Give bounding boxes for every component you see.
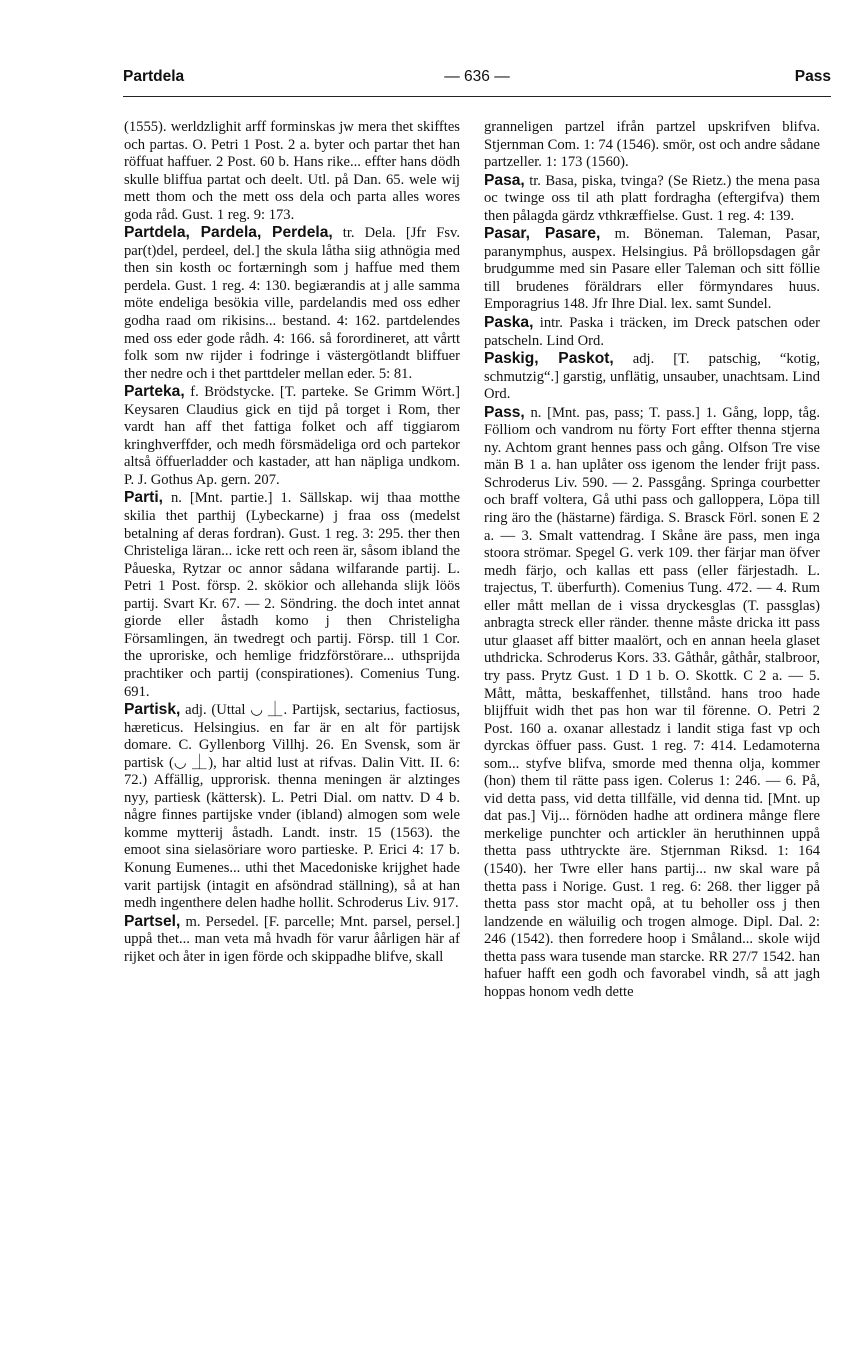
entry-paska <box>484 314 820 350</box>
headword: Parteka, <box>124 383 185 401</box>
left-column <box>124 119 460 966</box>
header-right-guideword: Pass <box>794 68 831 85</box>
headword: Pasar, Pasare, <box>484 225 601 243</box>
entry-text: m. Böneman. Taleman, Pasar, paranymphus, auspex. Helsingius. På bröllopsdagen går brudgumme med sin Pasare eller Taleman och sitt föllie till brudenes föräldrars eller förmyndares huus. Emporagrius 148. Jfr Ihre Dial. lex. samt Sundel. <box>484 226 820 313</box>
page-header <box>123 68 831 90</box>
entry-text: tr. Dela. [Jfr Fsv. par(t)del, perdeel, del.] the skula låtha siig athnögia med then sin kosth oc fortærningh som j haffue med them perdela. Gust. 1 reg. 4: 130. begiærandis at j alle samma möte endeliga besökia ville, pardelandis med oss edher godha raad om rikisins... bestand. 4: 162. partdelendes med oss eder gode rådh. 4: 166. så forordineret, att vårtt folk som nw rijder i fodringe i västergötlandt bliffuer ther nedre och i thet parttdeler mellan eder. 5: 81. <box>124 225 461 382</box>
headword: Pasa, <box>484 171 525 189</box>
entry-text: m. Persedel. [F. parcelle; Mnt. parsel, persel.] uppå thet... man veta må hvadh för varur åårligen här af rijket och åter in igen förde och skippadhe blifve, skall <box>124 913 460 965</box>
entry-text: n. [Mnt. partie.] 1. Sällskap. wij thaa motthe skilia thet parthij (Lybeckarne) j fraa oss (medelst betalning af deras fordran). Gust. 1 reg. 3: 295. ther then Christeliga läran... icke rett och reen är, såsom ibland the Påueska, Rytzar oc annor sådana wilfarande partij. L. Petri 1 Post. försp. 2. skökior och allehanda slijk löös partij. Svart Kr. 67. — 2. Söndring. the doch intet annat giorde eller åstadh komo j then Christeligha Församlingen, än twedregt och partij. Försp. till 1 Cor. the uproriske, och hemlige fridzförstörare... uthsprijda prachtiker och partij (conspirationes). Comenius Tung. 691. <box>124 490 460 700</box>
headword: Pass, <box>484 403 525 421</box>
entry-text: tr. Basa, piska, tvinga? (Se Rietz.) the mena pasa oc twinge oss til ath platt fordragha (eftergifva) them then pålagda gärdz vthkræffielse. Gust. 1 reg. 4: 139. <box>484 172 820 224</box>
entry-partdela <box>124 224 460 383</box>
entry-pass <box>484 404 820 1002</box>
entry-partisk <box>124 701 460 913</box>
entry-text: granneligen partzel ifrån partzel upskrifven blifva. Stjernman Com. 1: 74 (1546). smör, ost och andre sådane partzeller. 1: 173 (1560). <box>484 119 820 171</box>
headword: Paskig, Paskot, <box>484 350 614 368</box>
entry-continuation <box>124 119 460 224</box>
headword: Parti, <box>124 489 163 507</box>
entry-paskig <box>484 350 820 404</box>
headword: Partisk, <box>124 701 181 719</box>
headword: Partdela, Pardela, Perdela, <box>124 224 333 242</box>
entry-parti <box>124 489 460 701</box>
right-column <box>484 119 820 1001</box>
entry-continuation <box>484 119 820 172</box>
headword: Paska, <box>484 314 534 332</box>
headword: Partsel, <box>124 912 181 930</box>
entry-text: (1555). werldzlighit arff forminskas jw mera thet skifftes och partas. O. Petri 1 Post. 2 a. byter och partar thet han röffuat haffuer. 2 Post. 60 b. Hans rike... effter hans dödh skulle bliffua partat och deelt. Utl. på Dan. 65. wele wij mett thom och the mett oss dela och parta alles wores goda råd. Gust. 1 reg. 9: 173. <box>124 119 460 223</box>
header-left-guideword: Partdela <box>123 68 185 85</box>
entry-text: adj. (Uttal ◡ ⏊. Partijsk, sectarius, factiosus, hæreticus. Helsingius. en far är en alt för partijsk domare. C. Gyllenborg Villhj. 26. En Svensk, som är partisk (◡ ⏊), har altid lust at rifvas. Dalin Vitt. II. 6: 72.) Affällig, upprorisk. thenna meningen är alztinges nyy, partiesk (kättersk). L. Petri Dial. om nattv. D 4 b. någre finnes partijske vnder (ibland) almogen som wele komme mytterij åstadh. Landt. instr. 15 (1563). the emoot sina sielasöriare woro partieske. P. Erici 4: 17 b. Konung Eumenes... uthi thet Macedoniske krijghet hade varit partijsk (intagit en afsöndrad ställning), så at han medh ingenthere delen hadhe hollit. Schroderus Liv. 917. <box>124 702 460 912</box>
entry-parteka <box>124 383 460 489</box>
entry-text: n. [Mnt. pas, pass; T. pass.] 1. Gång, lopp, tåg. Fölliom och vandrom nu förty Fort effter thenna stjerna ny. Achtom grant hennes pass och gång. Olfson Tre vise män B 1 a. han uplåter oss igenom the lender frijt pass. Schroderus Liv. 590. — 2. Passgång. Springa courbetter och braff voltera, Gå uthi pass och galloppera, Löpa till ring äro the (hästarne) färdiga. S. Brasck Förl. sonen E 2 a. — 3. Smalt vattendrag. I Skåne äre pass, men inga stoora strömar. Spegel G. verk 109. ther färjar man öfver medh färjo, och kallas ett pass (eller färjestadh. L. trajectus, T. überfurth). Comenius Tung. 472. — 4. Rum eller mått mellan de i vissa dryckesglas (T. passglas) anbragta streck eller ränder. thenne måste dricka itt pass utur glaaset aff bitter maalört, och en annan heela glaset uthdricka. Schroderus Kors. 33. Gåthår, gåthår, stalbroor, try pass. Prytz Gust. 1 D 1 b. O. Skottk. C 2 a. — 5. Mått, måtta, beskaffenhet, tillstånd. hans troo hade blijffuit widh thet pas hon war til förenne. O. Petri 2 Post. 160 a. oxanar allestadz i landit stiga fast vp och dyrckas öffuer pass. Gust. 1 reg. 7: 414. Ledamoterna som... styfve blifva, smorde med thenna olja, kommer (hon) them til rätte pass igen. Colerus 1: 246. — 6. På, vid detta pass, vid detta tillfälle, vid denna tid. [Mnt. up dat pas.] Vij... förnöden hadhe att ordinera månge flere merkelige punchter och artickler än heruthinnen uppå thetta pass uthtryckte äre. Stjernman Riksd. 1: 164 (1540). her Twre eller hans partij... nw skal ware på thetta pass i Norige. Gust. 1 reg. 6: 268. ther ligger på thetta pass stor macht opå, at tu beholler oss j then landzende en wäluilig och trogen almoge. Dipl. Dal. 2: 246 (1542). then forredere hoop i Småland... skole wijd thetta pass wara tusende man starcke. RR 27/7 1542. han hafuer hafft een godh och favorabel vindh, så att jagh hoppas honom vedh dette <box>484 404 820 1000</box>
entry-partsel <box>124 913 460 967</box>
entry-text: intr. Paska i träcken, im Dreck patschen oder patscheln. Lind Ord. <box>484 315 820 349</box>
entry-pasa <box>484 172 820 226</box>
header-rule <box>123 96 831 97</box>
entry-pasar <box>484 225 820 314</box>
entry-text: adj. [T. patschig, “kotig, schmutzig“.] garstig, unflätig, unsauber, unachtsam. Lind Ord. <box>484 351 820 403</box>
page-number: — 636 — <box>444 68 510 85</box>
entry-text: f. Brödstycke. [T. parteke. Se Grimm Wört.] Keysaren Claudius gick en tijd på torget i Rom, ther vardt han aff thet fattiga folket och aff tiggiarom kringhverffder, och medh försmädeliga ord och partekor altså öffuerladder och kastader, att han näpliga undkom. P. J. Gothus Ap. gern. 207. <box>124 384 460 488</box>
